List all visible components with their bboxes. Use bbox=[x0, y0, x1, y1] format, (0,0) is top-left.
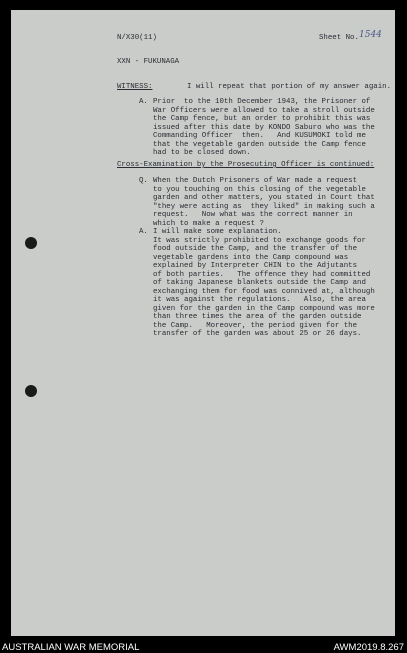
section-heading: XXN - FUKUNAGA bbox=[117, 58, 180, 66]
footer-institution: AUSTRALIAN WAR MEMORIAL bbox=[2, 642, 140, 653]
answer-line: issued after this date by KONDO Saburo who was the bbox=[153, 123, 375, 132]
question-line: garden and other matters, you stated in Court that bbox=[153, 194, 375, 202]
answer-line: had to be closed down. bbox=[153, 149, 251, 157]
answer-line: explained by Interpreter CHIN to the Adjutants bbox=[153, 262, 358, 270]
question-line: "they were acting as they liked" in making such a bbox=[153, 202, 375, 211]
answer-line: food outside the Camp, and the transfer of the bbox=[153, 245, 358, 253]
answer-marker: A. bbox=[139, 228, 148, 236]
punch-hole bbox=[25, 237, 37, 249]
document-page bbox=[11, 10, 395, 636]
answer-line: of both parties. The offence they had committed bbox=[153, 270, 371, 279]
question-line: When the Dutch Prisoners of War made a request bbox=[153, 177, 358, 185]
sheet-number: 1544 bbox=[359, 30, 382, 40]
answer-line: I will make some explanation. bbox=[153, 228, 282, 236]
answer-line: transfer of the garden was about 25 or 26 days. bbox=[153, 330, 362, 338]
answer-line: Commanding Officer then. And KUSUMOKI told me bbox=[153, 132, 366, 140]
answer-line: of taking Japanese blankets outside the Camp and bbox=[153, 279, 366, 287]
cross-examination-heading: Cross-Examination by the Prosecuting Officer is continued: bbox=[117, 161, 375, 169]
witness-statement: I will repeat that portion of my answer again. bbox=[187, 83, 392, 91]
footer-accession-number: AWM2019.8.267 bbox=[333, 642, 404, 653]
answer-line: given for the garden in the Camp compound was more bbox=[153, 304, 375, 313]
answer-line: the Camp fence, but an order to prohibit this was bbox=[153, 115, 371, 123]
answer-line: than three times the area of the garden outside bbox=[153, 313, 362, 321]
question-line: which to make a request ? bbox=[153, 219, 264, 228]
answer-line: Prior to the 10th December 1943, the Prisoner of bbox=[153, 98, 371, 106]
answer-line: exchanging them for food was connived at, although bbox=[153, 287, 375, 296]
footer-bar bbox=[0, 638, 407, 653]
answer-line: the Camp. Moreover, the period given for the bbox=[153, 321, 358, 330]
question-marker: Q. bbox=[139, 177, 148, 185]
punch-hole bbox=[25, 385, 37, 397]
witness-label: WITNESS: bbox=[117, 83, 153, 91]
answer-line: it was against the regulations. Also, the area bbox=[153, 296, 366, 304]
question-line: to you touching on this closing of the vegetable bbox=[153, 185, 366, 194]
document-reference: N/X30(11) bbox=[117, 34, 157, 42]
answer-line: It was strictly prohibited to exchange goods for bbox=[153, 236, 366, 245]
answer-line: vegetable gardens into the Camp compound was bbox=[153, 253, 349, 262]
sheet-label: Sheet No. bbox=[319, 34, 359, 42]
answer-marker: A. bbox=[139, 98, 148, 106]
question-line: request. Now what was the correct manner in bbox=[153, 211, 353, 219]
answer-line: War Officers were allowed to take a stroll outside bbox=[153, 106, 375, 115]
answer-line: that the vegetable garden outside the Camp fence bbox=[153, 140, 366, 149]
